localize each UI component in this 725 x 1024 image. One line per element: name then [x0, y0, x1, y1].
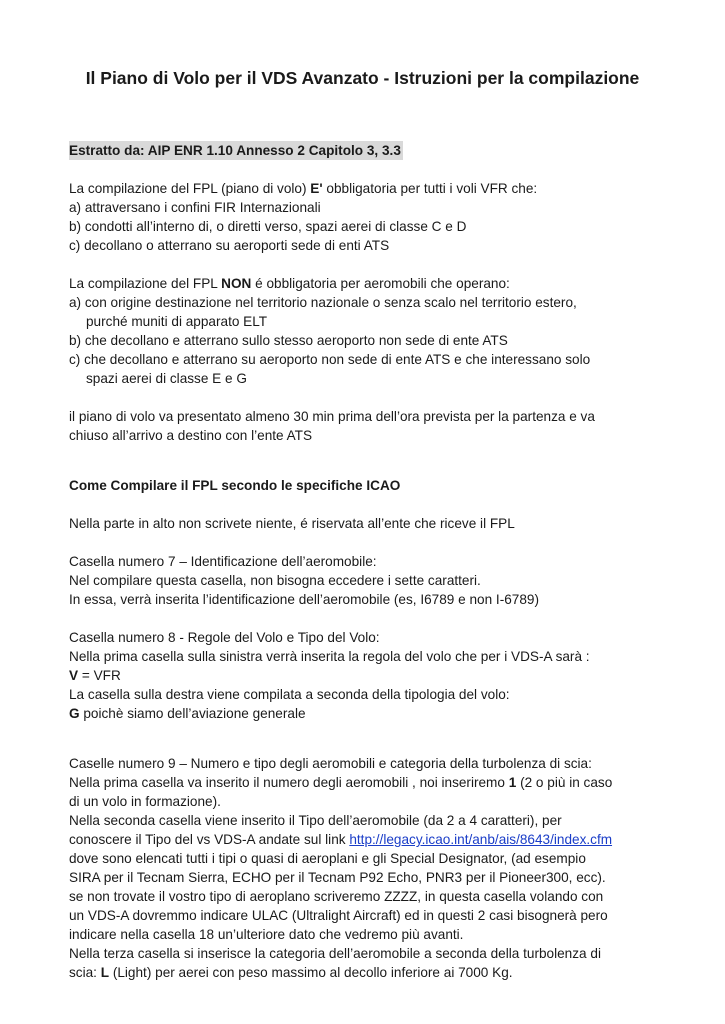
not-obligatory-item-a: a) con origine destinazione nel territorio nazionale o senza scalo nel territorio estero, — [69, 295, 577, 310]
obligatory-item-a: a) attraversano i confini FIR Internazionali — [69, 200, 321, 215]
not-obligatory-item-a-cont: purché muniti di apparato ELT — [86, 314, 268, 329]
presentation-line: il piano di volo va presentato almeno 30 min prima dell’ora prevista per la partenza e va — [69, 409, 595, 424]
not-obligatory-item-c: c) che decollano e atterrano su aeroporto non sede di ente ATS e che interessano solo — [69, 352, 591, 367]
box9-line: indicare nella casella 18 un’ulteriore dato che vedremo più avanti. — [69, 927, 464, 942]
obligatory-item-b: b) condotti all’interno di, o diretti verso, spazi aerei di classe C e D — [69, 219, 467, 234]
presentation-paragraph — [69, 407, 669, 445]
icao-link[interactable]: http://legacy.icao.int/anb/ais/8643/index.cfm — [349, 832, 613, 847]
icao-heading: Come Compilare il FPL secondo le specifiche ICAO — [69, 478, 401, 493]
box7-line: In essa, verrà inserita l’identificazione dell’aeromobile (es, I6789 e non I-6789) — [69, 592, 539, 607]
not-obligatory-item-b: b) che decollano e atterrano sullo stesso aeroporto non sede di ente ATS — [69, 333, 508, 348]
box8-section — [69, 628, 669, 723]
box9-heading: Caselle numero 9 – Numero e tipo degli aeromobili e categoria della turbolenza di scia: — [69, 756, 592, 771]
box8-line: La casella sulla destra viene compilata a seconda della tipologia del volo: — [69, 687, 510, 702]
extract-reference: Estratto da: AIP ENR 1.10 Annesso 2 Capitolo 3, 3.3 — [69, 143, 401, 158]
box8-line: Nella prima casella sulla sinistra verrà inserita la regola del volo che per i VDS-A sarà : — [69, 649, 590, 664]
box9-line: dove sono elencati tutti i tipi o quasi di aeroplani e gli Special Designator, (ad esempio — [69, 851, 586, 866]
obligatory-item-c: c) decollano o atterrano su aeroporti sede di enti ATS — [69, 238, 390, 253]
obligatory-intro: La compilazione del FPL (piano di volo) E' obbligatoria per tutti i voli VFR che: — [69, 181, 538, 196]
box7-heading: Casella numero 7 – Identificazione dell’aeromobile: — [69, 554, 377, 569]
not-obligatory-section — [69, 274, 669, 388]
not-obligatory-intro: La compilazione del FPL NON é obbligatoria per aeromobili che operano: — [69, 276, 510, 291]
presentation-line: chiuso all’arrivo a destino con l’ente ATS — [69, 428, 313, 443]
box7-line: Nel compilare questa casella, non bisogna eccedere i sette caratteri. — [69, 573, 481, 588]
box9-line: Nella seconda casella viene inserito il Tipo dell’aeromobile (da 2 a 4 caratteri), per — [69, 813, 562, 828]
box9-line: conoscere il Tipo del vs VDS-A andate sul link http://legacy.icao.int/anb/ais/8643/index.cfm — [69, 832, 613, 847]
box8-g-type: G poichè siamo dell’aviazione generale — [69, 706, 306, 721]
not-obligatory-item-c-cont: spazi aerei di classe E e G — [86, 371, 247, 386]
document-body — [69, 141, 669, 982]
top-note: Nella parte in alto non scrivete niente, é riservata all’ente che riceve il FPL — [69, 516, 515, 531]
box9-line: un VDS-A dovremmo indicare ULAC (Ultralight Aircraft) ed in questi 2 casi bisognerà pero — [69, 908, 608, 923]
box9-line: scia: L (Light) per aerei con peso massimo al decollo inferiore ai 7000 Kg. — [69, 965, 513, 980]
document-title: Il Piano di Volo per il VDS Avanzato - Istruzioni per la compilazione — [85, 68, 640, 88]
box9-line: di un volo in formazione). — [69, 794, 221, 809]
box8-v-rule: V = VFR — [69, 668, 121, 683]
box8-heading: Casella numero 8 - Regole del Volo e Tipo del Volo: — [69, 630, 380, 645]
box9-line: Nella prima casella va inserito il numero degli aeromobili , noi inseriremo 1 (2 o più in caso — [69, 775, 613, 790]
box9-line: SIRA per il Tecnam Sierra, ECHO per il Tecnam P92 Echo, PNR3 per il Pioneer300, ecc). — [69, 870, 606, 885]
box9-line: Nella terza casella si inserisce la categoria dell’aeromobile a seconda della turbolenza di — [69, 946, 601, 961]
box7-section — [69, 552, 669, 609]
box9-line: se non trovate il vostro tipo di aeroplano scriveremo ZZZZ, in questa casella volando con — [69, 889, 604, 904]
obligatory-section — [69, 179, 669, 255]
box9-section — [69, 754, 669, 982]
